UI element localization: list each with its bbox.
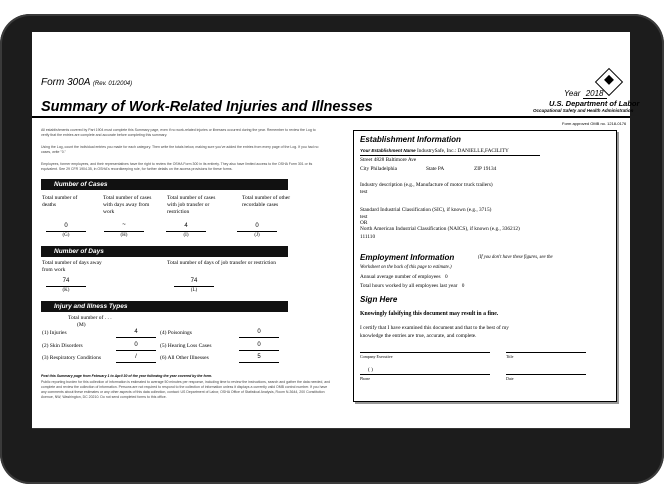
state-value[interactable]: PA (437, 166, 445, 172)
employment-worksheet: Worksheet on the back of this page to estimate.) (360, 265, 452, 270)
phone-prefix[interactable]: ( ) (368, 367, 373, 373)
cases-label: Total number of deaths (42, 195, 78, 208)
type-label-respiratory: (3) Respiratory Conditions (42, 355, 101, 361)
date-label: Date (506, 376, 514, 381)
days-code: (L) (190, 288, 198, 293)
avg-employees-value[interactable]: 0 (444, 274, 448, 280)
zip-label: ZIP (474, 166, 482, 172)
hearing-value[interactable]: 0 (257, 342, 261, 348)
deaths-value[interactable]: 0 (64, 223, 68, 229)
type-label-other: (6) All Other Illnesses (160, 355, 209, 361)
cases-label: Total number of cases with job transfer or restriction (167, 195, 216, 215)
type-label-hearing: (5) Hearing Loss Cases (160, 343, 212, 349)
days-label: Total number of days of job transfer or restriction (167, 260, 276, 266)
field-line (104, 231, 144, 232)
form-title: Summary of Work-Related Injuries and Illnesses (41, 99, 373, 115)
avg-employees-label: Annual average number of employees (360, 274, 441, 280)
sic-value[interactable]: test (360, 214, 368, 220)
days-away-cases-value[interactable]: ~ (122, 222, 126, 228)
field-line (174, 286, 214, 287)
industry-label: Industry description (e.g., Manufacture of motor truck trailers) (360, 182, 493, 188)
executive-label: Company Executive (360, 354, 393, 359)
case-code: (J) (254, 233, 260, 238)
department-name: U.S. Department of Labor (549, 99, 640, 108)
field-line (239, 350, 279, 351)
phone-label: Phone (360, 376, 370, 381)
cases-label: Total number of other recordable cases (242, 195, 291, 208)
days-code: (K) (62, 288, 70, 293)
type-label-poisonings: (4) Poisonings (160, 330, 192, 336)
document-page (32, 32, 640, 429)
establishment-panel (353, 130, 617, 402)
other-illnesses-value[interactable]: 5 (257, 354, 261, 360)
types-header: Injury and Illness Types (41, 301, 288, 312)
case-code: (G) (62, 233, 70, 238)
hours-row (360, 283, 464, 289)
naics-value[interactable]: 111110 (360, 234, 376, 240)
industry-value[interactable]: test (360, 189, 368, 195)
field-line (46, 286, 86, 287)
year-label: Year (564, 89, 581, 98)
cases-label: Total number of cases with days away from work (103, 195, 152, 215)
form-number (41, 77, 132, 88)
establishment-name-row (360, 148, 509, 154)
city-label: City (360, 166, 370, 172)
case-code: (H) (120, 233, 128, 238)
transfer-cases-value[interactable]: 4 (184, 223, 188, 229)
posting-notice: Post this Summary page from February 1 to April 30 of the year following the year covered by the form. (41, 374, 213, 378)
omb-number: Form approved OMB no. 1218-0176 (562, 121, 627, 126)
hours-value[interactable]: 0 (461, 283, 465, 289)
street-value[interactable]: 4828 Baltimore Ave (373, 157, 417, 163)
employment-note: (If you don't have these figures, see the (478, 255, 553, 260)
establishment-name-label: Your Establishment Name (360, 148, 416, 153)
intro-paragraph-2: Using the Log, count the individual entries you made for each category. Then write the totals below, making sure you've added the entries from every page of the Log. If you had no cases, write "0." (41, 145, 319, 154)
phone-line (360, 374, 490, 375)
field-line (360, 155, 540, 156)
signature-line[interactable] (360, 352, 490, 353)
year-value: 2018 (583, 89, 607, 99)
burden-statement: Public reporting burden for this collection of information is estimated to average 50 minutes per response, including time to review the instructions, search and gather the data needed, and complete and review the collection of information. Persons are not required to respond to the collection of information unless it displays a currently valid OMB control number. If you have any comments about these estimates or any other aspects of this data collection, contact: US Department of Labor, OSHA Office of Statistical Analysis, Room N-3644, 200 Constitution Avenue, NW, Washington, DC 20210. Do not send completed forms to this office. (41, 380, 331, 399)
sic-label: Standard Industrial Classification (SIC), if known (e.g., 3715) (360, 207, 492, 213)
type-label-injuries: (1) Injuries (42, 330, 67, 336)
street-row (360, 157, 416, 163)
establishment-header: Establishment Information (360, 135, 461, 144)
field-line (116, 337, 156, 338)
agency-name: Occupational Safety and Health Administration (533, 108, 634, 113)
title-label: Title (506, 354, 514, 359)
zip-row (474, 166, 496, 172)
field-line (116, 362, 156, 363)
or-label: OR (360, 220, 368, 226)
days-transfer-value[interactable]: 74 (190, 278, 198, 284)
cases-header: Number of Cases (41, 179, 288, 190)
title-line[interactable] (506, 352, 586, 353)
type-label-skin: (2) Skin Disorders (42, 343, 83, 349)
city-value[interactable]: Philadelphia (370, 166, 397, 172)
avg-employees-row (360, 274, 448, 280)
days-header: Number of Days (41, 246, 288, 257)
state-label: State (426, 166, 437, 172)
falsify-warning: Knowingly falsifying this document may result in a fine. (360, 311, 499, 317)
state-row (426, 166, 444, 172)
field-line (237, 231, 277, 232)
hours-label: Total hours worked by all employees last year (360, 283, 458, 289)
field-line (239, 337, 279, 338)
poisonings-value[interactable]: 0 (257, 329, 261, 335)
respiratory-value[interactable]: / (135, 354, 137, 360)
case-code: (I) (183, 233, 189, 238)
field-line (116, 350, 156, 351)
field-line (239, 362, 279, 363)
days-label: Total number of days away from work (42, 260, 102, 273)
certification-text: I certify that I have examined this document and that to the best of my knowledge the entries are true, accurate, and complete. (360, 325, 509, 339)
form-name: Form 300A (41, 77, 91, 88)
types-total-code: (M) (77, 322, 86, 328)
field-line (166, 231, 206, 232)
skin-value[interactable]: 0 (134, 342, 138, 348)
intro-paragraph-3: Employees, former employees, and their representatives have the right to review the OSHA Form 300 in its entirety. They also have limited access to the OSHA Form 301 or its equivalent. See 29 CFR 1904.35, in OSHA's recordkeeping rule, for further details on the access provisions for these forms. (41, 162, 313, 171)
street-label: Street (360, 157, 373, 163)
year-field (564, 89, 607, 98)
naics-label: North American Industrial Classification (NAICS), if known (e.g., 336212) (360, 226, 520, 232)
header-rule (32, 116, 630, 118)
intro-paragraph-1: All establishments covered by Part 1904 must complete this Summary page, even if no work-related injuries or illnesses occurred during the year. Remember to review the Log to verify that the entries are complete and accurate before completing this summary. (41, 128, 316, 137)
date-line[interactable] (506, 374, 586, 375)
sign-header: Sign Here (360, 295, 398, 304)
injuries-value[interactable]: 4 (134, 329, 138, 335)
city-row (360, 166, 397, 172)
other-cases-value[interactable]: 0 (255, 223, 259, 229)
types-total-label: Total number of . . . (68, 315, 112, 321)
employment-header: Employment Information (360, 253, 455, 262)
days-away-value[interactable]: 74 (62, 278, 70, 284)
zip-value[interactable]: 19134 (483, 166, 497, 172)
establishment-name-value[interactable]: IndustrySafe, Inc.: DANIELLE,FACILITY (416, 148, 509, 154)
form-rev: (Rev. 01/2004) (92, 81, 133, 87)
field-line (46, 231, 86, 232)
